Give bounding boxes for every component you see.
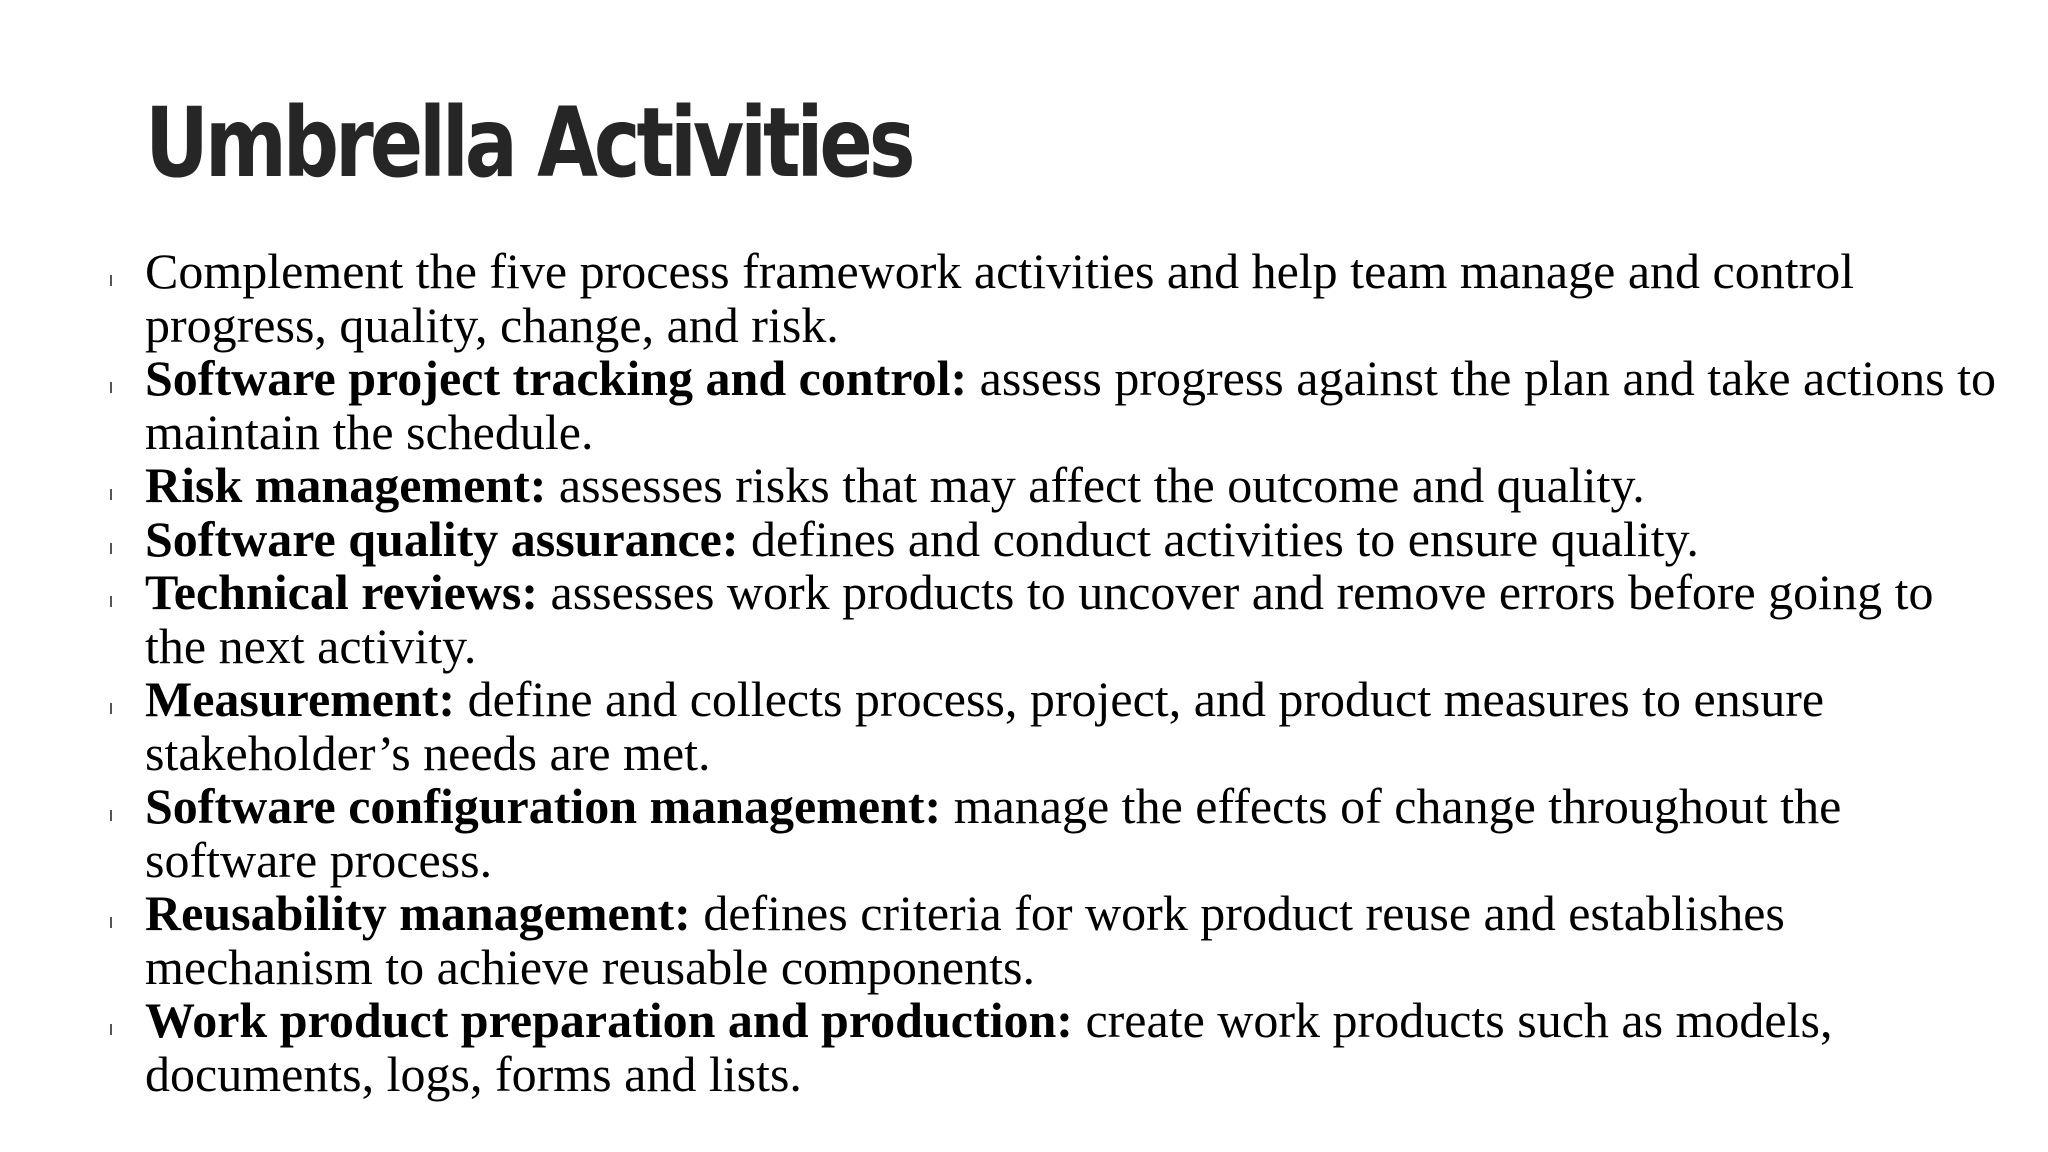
bullet-marker-icon [110,596,112,607]
bullet-text: Complement the five process framework activities and help team manage and control progress, quality, change, and risk. [145,243,1855,353]
bullet-term: Software quality assurance: [145,510,739,567]
bullet-item [145,673,2005,780]
bullet-term: Technical reviews: [145,564,539,620]
slide-title: Umbrella Activities [145,87,912,199]
bullet-item [145,245,2005,352]
bullet-marker-icon [110,1024,112,1035]
bullet-marker-icon [110,810,112,821]
bullet-text: create work products such as models, documents, logs, forms and lists. [145,992,1833,1102]
bullet-marker-icon [110,543,112,554]
bullet-marker-icon [110,917,112,928]
bullet-text: defines criteria for work product reuse and establishes mechanism to achieve reusable components. [145,885,1785,995]
bullet-term: Reusability management: [145,885,691,941]
bullet-term: Software project tracking and control: [145,350,968,406]
bullet-item [145,459,2005,513]
bullet-item [145,887,2005,994]
bullet-marker-icon [110,489,112,500]
bullet-marker-icon [110,382,112,393]
bullet-term: Measurement: [145,671,456,727]
bullet-item [145,352,2005,459]
bullet-text: assess progress against the plan and take actions to maintain the schedule. [145,350,1997,460]
bullet-item [145,510,2005,567]
bullet-marker-icon [110,275,112,286]
bullet-text: assesses work products to uncover and remove errors before going to the next activity. [145,564,1934,674]
bullet-marker-icon [110,703,112,714]
bullet-text: assesses risks that may affect the outcome and quality. [546,457,1645,513]
bullet-term: Software configuration management: [145,778,942,834]
bullet-item [145,994,2005,1101]
bullet-term: Work product preparation and production: [145,992,1073,1048]
bullet-text: defines and conduct activities to ensure quality. [738,510,1699,567]
bullet-item [145,780,2005,887]
bullet-term: Risk management: [145,457,547,513]
bullet-text: manage the effects of change throughout the software process. [145,778,1842,888]
bullet-item [145,566,2005,673]
bullet-list [145,245,2005,1101]
bullet-text: define and collects process, project, and product measures to ensure stakeholder’s needs are met. [145,671,1825,781]
